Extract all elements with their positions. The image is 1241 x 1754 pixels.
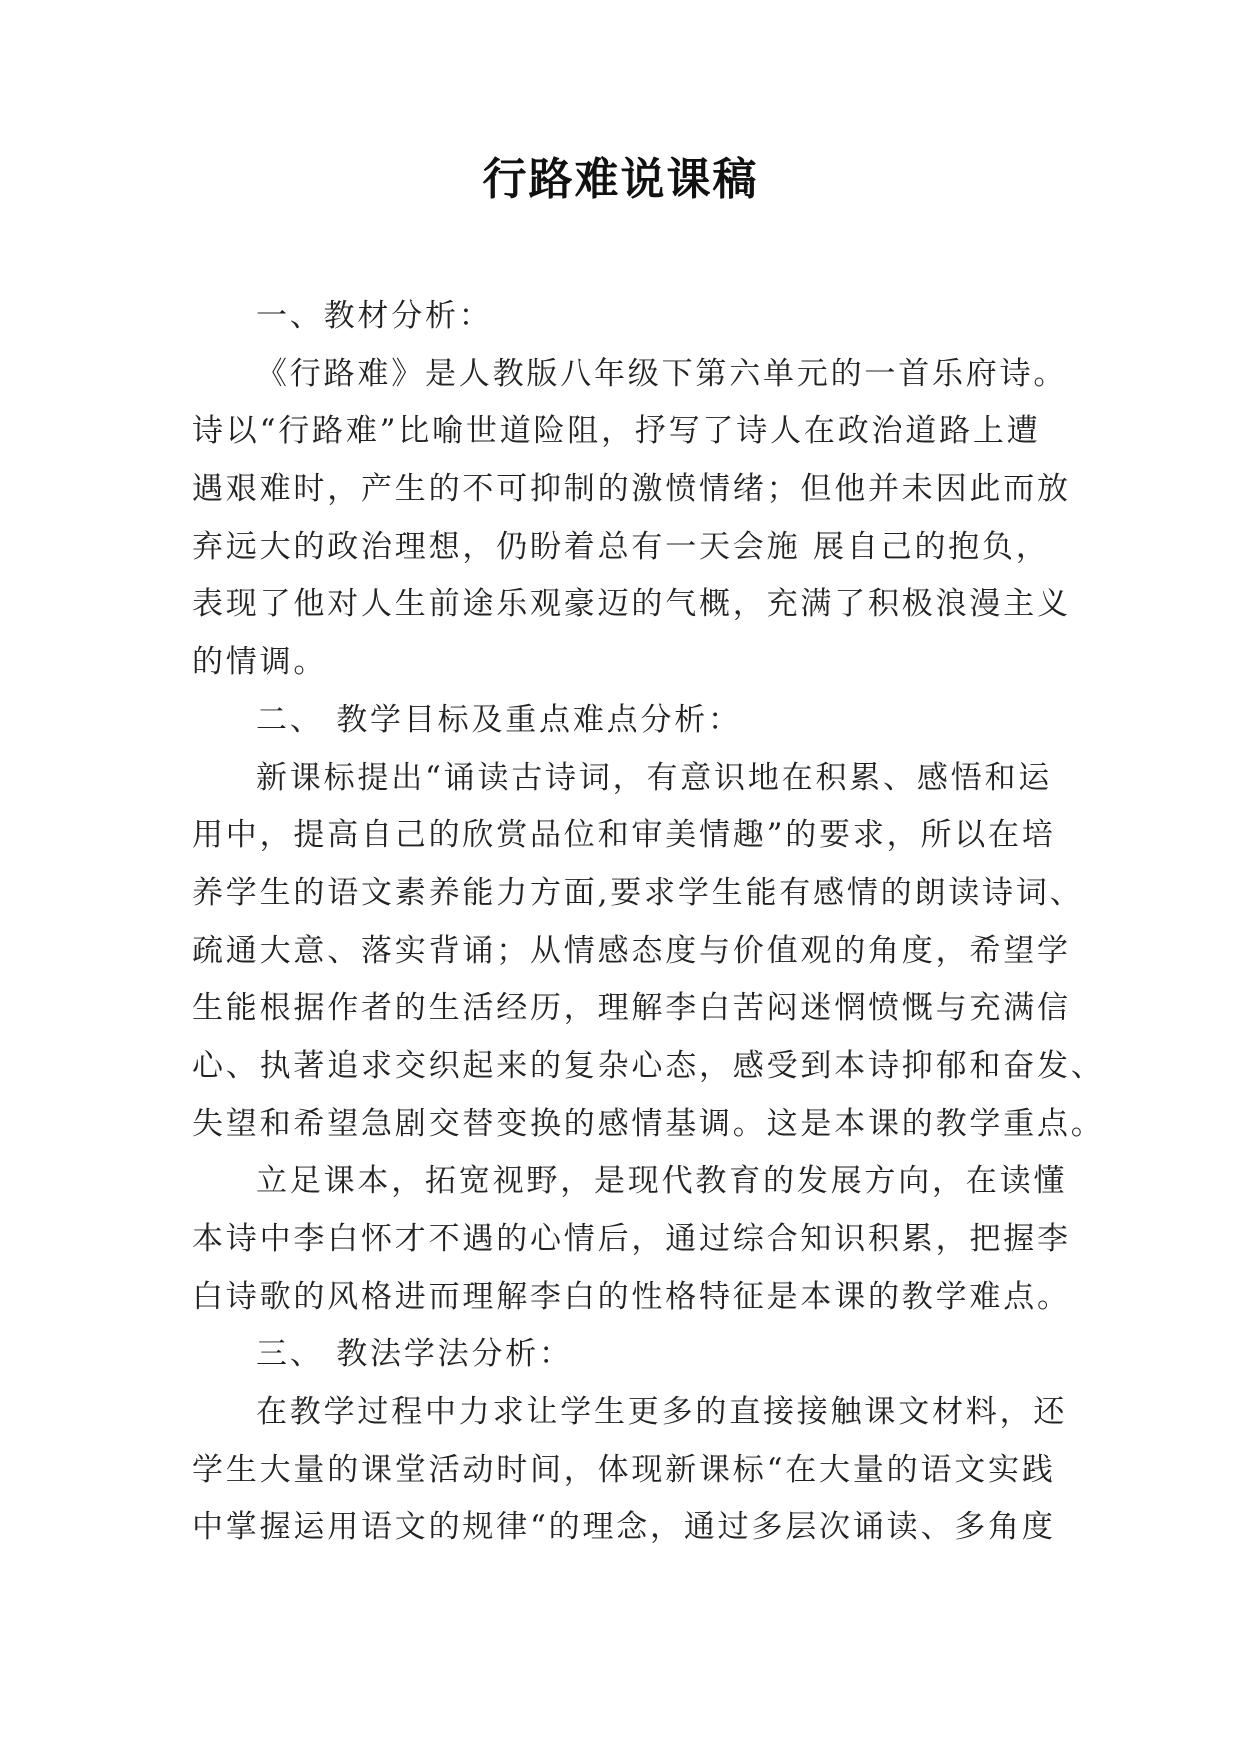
paragraph-line: 在教学过程中力求让学生更多的直接接触课文材料，还: [256, 1394, 1068, 1431]
paragraph-line: 白诗歌的风格进而理解李白的性格特征是本课的教学难点。: [192, 1278, 1071, 1315]
document-body: [192, 288, 1105, 1557]
section-heading: 三、 教法学法分析：: [256, 1336, 573, 1373]
paragraph-line: 用中，提高自己的欣赏品位和审美情趣”的要求，所以在培: [192, 817, 1056, 854]
paragraph-line: 遇艰难时，产生的不可抑制的激愤情绪；但他并未因此而放: [192, 471, 1071, 508]
paragraph-line: 学生大量的课堂活动时间，体现新课标“在大量的语文实践: [192, 1451, 1056, 1488]
paragraph-line: 生能根据作者的生活经历，理解李白苦闷迷惘愤慨与充满信: [192, 990, 1071, 1027]
paragraph-line: 表现了他对人生前途乐观豪迈的气概，充满了积极浪漫主义: [192, 586, 1071, 623]
paragraph-line: 《行路难》是人教版八年级下第六单元的一首乐府诗。: [256, 355, 1068, 392]
paragraph-line: 的情调。: [192, 644, 328, 681]
paragraph-line: 诗以“行路难”比喻世道险阻，抒写了诗人在政治道路上遭: [192, 413, 1041, 450]
paragraph-line: 弃远大的政治理想，仍盼着总有一天会施 展自己的抱负，: [192, 528, 1050, 565]
paragraph-line: 本诗中李白怀才不遇的心情后，通过综合知识积累，把握李: [192, 1221, 1071, 1257]
section-heading: 二、 教学目标及重点难点分析：: [256, 701, 742, 738]
paragraph-line: 新课标提出“诵读古诗词，有意识地在积累、感悟和运: [256, 759, 1053, 796]
paragraph-line: 中掌握运用语文的规律“的理念，通过多层次诵读、多角度: [192, 1509, 1056, 1546]
section-heading: 一、教材分析：: [256, 298, 493, 334]
paragraph-line: 失望和希望急剧交替变换的感情基调。这是本课的教学重点。: [192, 1105, 1105, 1142]
paragraph-line: 立足课本，拓宽视野，是现代教育的发展方向，在读懂: [256, 1163, 1068, 1200]
paragraph-line: 疏通大意、落实背诵；从情感态度与价值观的角度，希望学: [192, 932, 1071, 969]
document-title: 行路难说课稿: [482, 154, 759, 205]
paragraph-line: 心、执著追求交织起来的复杂心态，感受到本诗抑郁和奋发、: [192, 1047, 1105, 1084]
paragraph-line: 养学生的语文素养能力方面,要求学生能有感情的朗读诗词、: [192, 874, 1084, 911]
